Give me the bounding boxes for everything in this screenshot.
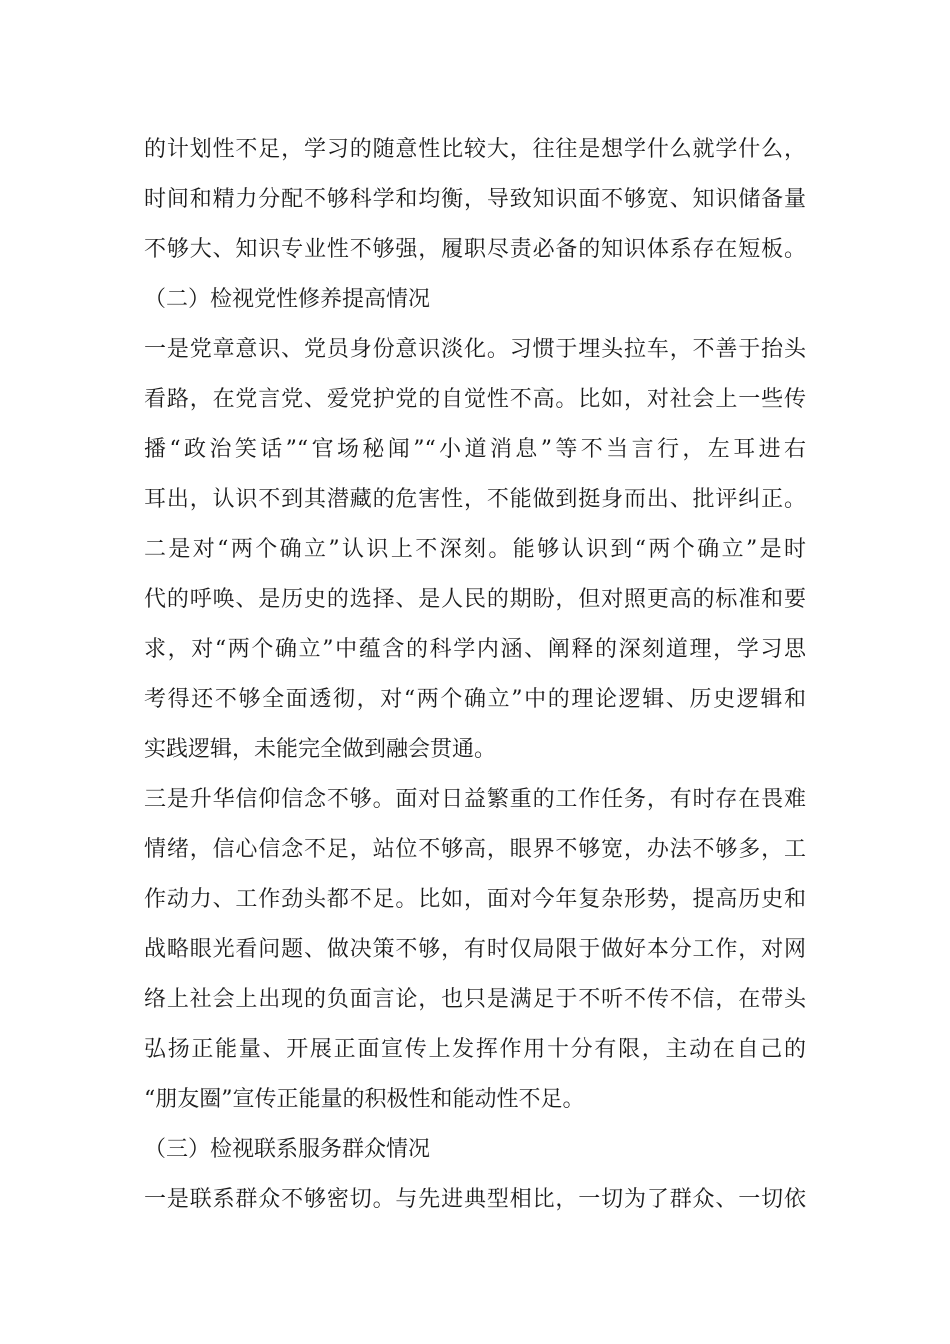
text-line-9: 二是对“两个确立”认识上不深刻。能够认识到“两个确立”是时: [144, 537, 806, 562]
text-line-16: 作动力、工作劲头都不足。比如，面对今年复杂形势，提高历史和: [144, 887, 806, 912]
text-line-7: 播“政治笑话”“官场秘闻”“小道消息”等不当言行，左耳进右: [144, 437, 806, 462]
text-line-19: 弘扬正能量、开展正面宣传上发挥作用十分有限，主动在自己的: [144, 1037, 806, 1062]
text-line-8: 耳出，认识不到其潜藏的危害性，不能做到挺身而出、批评纠正。: [144, 487, 806, 512]
text-line-20: “朋友圈”宣传正能量的积极性和能动性不足。: [144, 1087, 585, 1112]
text-line-3: 不够大、知识专业性不够强，履职尽责必备的知识体系存在短板。: [144, 237, 806, 262]
text-line-17: 战略眼光看问题、做决策不够，有时仅局限于做好本分工作，对网: [144, 937, 806, 962]
text-line-18: 络上社会上出现的负面言论，也只是满足于不听不传不信，在带头: [144, 987, 806, 1012]
section-heading-3: （三）检视联系服务群众情况: [144, 1137, 431, 1162]
text-line-2: 时间和精力分配不够科学和均衡，导致知识面不够宽、知识储备量: [144, 187, 806, 212]
text-line-22: 一是联系群众不够密切。与先进典型相比，一切为了群众、一切依: [144, 1187, 806, 1212]
text-line-5: 一是党章意识、党员身份意识淡化。习惯于埋头拉车，不善于抬头: [144, 337, 806, 362]
text-line-1: 的计划性不足，学习的随意性比较大，往往是想学什么就学什么，: [144, 137, 806, 162]
text-line-10: 代的呼唤、是历史的选择、是人民的期盼，但对照更高的标准和要: [144, 587, 806, 612]
text-line-13: 实践逻辑，未能完全做到融会贯通。: [144, 737, 497, 762]
text-line-14: 三是升华信仰信念不够。面对日益繁重的工作任务，有时存在畏难: [144, 787, 806, 812]
text-line-6: 看路，在党言党、爱党护党的自觉性不高。比如，对社会上一些传: [144, 387, 806, 412]
section-heading-2: （二）检视党性修养提高情况: [144, 287, 431, 312]
text-line-11: 求，对“两个确立”中蕴含的科学内涵、阐释的深刻道理，学习思: [144, 637, 806, 662]
text-line-12: 考得还不够全面透彻，对“两个确立”中的理论逻辑、历史逻辑和: [144, 687, 806, 712]
text-line-15: 情绪，信心信念不足，站位不够高，眼界不够宽，办法不够多，工: [144, 837, 806, 862]
